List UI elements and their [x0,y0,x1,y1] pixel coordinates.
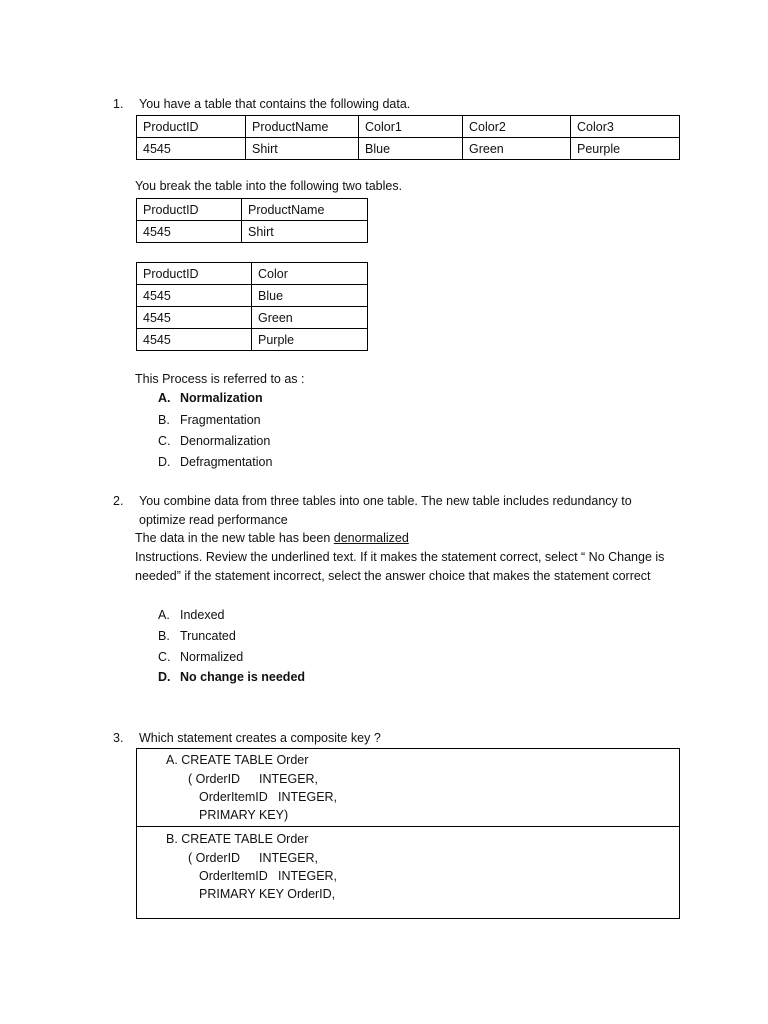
q3-options-box [136,748,680,919]
table-header-row [137,199,368,221]
q3-option-b[interactable] [137,826,679,918]
table-cell: Shirt [246,138,359,160]
table-cell: Blue [252,285,368,307]
q1-option-c[interactable] [158,434,270,448]
table-header-cell: ProductID [137,263,252,285]
q1-option-d[interactable] [158,455,272,469]
option-text: Indexed [180,608,225,622]
q1-question: This Process is referred to as : [135,372,305,386]
q2-underlined-term: denormalized [333,531,409,545]
table-cell: Blue [359,138,463,160]
code-line: ( OrderID [188,851,241,865]
q2-number: 2. [113,494,124,508]
q1-option-a[interactable] [158,391,263,405]
table-header-cell: Color3 [571,116,680,138]
code-line: A. CREATE TABLE Order [166,753,309,767]
q2-statement-prefix: The data in the new table has been [135,531,334,545]
option-letter: C. [158,650,171,664]
code-line: ( OrderID [188,772,241,786]
q1-table-original [136,115,680,160]
code-line: INTEGER, [259,851,319,865]
code-line: OrderItemID [199,790,268,804]
q1-break-text: You break the table into the following two tables. [135,179,403,193]
table-header-cell: ProductID [137,199,242,221]
option-letter: B. [158,413,170,427]
option-letter: A. [158,391,171,405]
q2-statement [135,531,409,545]
table-cell: Green [252,307,368,329]
q2-option-a[interactable] [158,608,224,622]
table-row [137,221,368,243]
option-letter: C. [158,434,171,448]
table-cell: Purple [252,329,368,351]
code-line: B. CREATE TABLE Order [166,832,309,846]
table-header-row [137,116,680,138]
table-row [137,329,368,351]
q2-option-d[interactable] [158,670,305,684]
q2-line-1: You combine data from three tables into one table. The new table includes redundancy to [139,494,632,508]
q1-number: 1. [113,97,124,111]
table-cell: 4545 [137,307,252,329]
q1-option-b[interactable] [158,413,261,427]
q3-prompt: Which statement creates a composite key ? [139,731,381,745]
q2-instructions-1: Instructions. Review the underlined text. If it makes the statement correct, select “ No Change is [135,550,665,564]
table-cell: 4545 [137,138,246,160]
code-line: INTEGER, [278,869,338,883]
q1-table-product [136,198,368,243]
table-row [137,285,368,307]
q2-line-2: optimize read performance [139,513,288,527]
option-letter: D. [158,455,171,469]
option-letter: B. [158,629,170,643]
q3-number: 3. [113,731,124,745]
code-line: PRIMARY KEY) [199,808,289,822]
q1-prompt: You have a table that contains the following data. [139,97,411,111]
table-cell: 4545 [137,221,242,243]
option-text: Fragmentation [180,413,261,427]
option-text: Truncated [180,629,236,643]
table-header-row [137,263,368,285]
table-row [137,307,368,329]
table-header-cell: ProductName [246,116,359,138]
q2-option-c[interactable] [158,650,243,664]
table-header-cell: ProductName [242,199,368,221]
table-cell: Peurple [571,138,680,160]
table-cell: 4545 [137,329,252,351]
table-header-cell: ProductID [137,116,246,138]
option-letter: A. [158,608,170,622]
option-text: Denormalization [180,434,271,448]
option-letter: D. [158,670,171,684]
option-text: Normalization [180,391,263,405]
option-text: Defragmentation [180,455,273,469]
code-line: INTEGER, [259,772,319,786]
table-cell: 4545 [137,285,252,307]
q2-option-b[interactable] [158,629,236,643]
option-text: No change is needed [180,670,306,684]
table-header-cell: Color2 [463,116,571,138]
q1-table-color [136,262,368,351]
table-row [137,138,680,160]
code-line: INTEGER, [278,790,338,804]
option-text: Normalized [180,650,244,664]
q3-option-a[interactable] [137,749,679,826]
table-cell: Shirt [242,221,368,243]
table-cell: Green [463,138,571,160]
code-line: OrderItemID [199,869,268,883]
q2-instructions-2: needed” if the statement incorrect, select the answer choice that makes the statement correct [135,569,651,583]
table-header-cell: Color [252,263,368,285]
table-header-cell: Color1 [359,116,463,138]
code-line: PRIMARY KEY OrderID, [199,887,336,901]
